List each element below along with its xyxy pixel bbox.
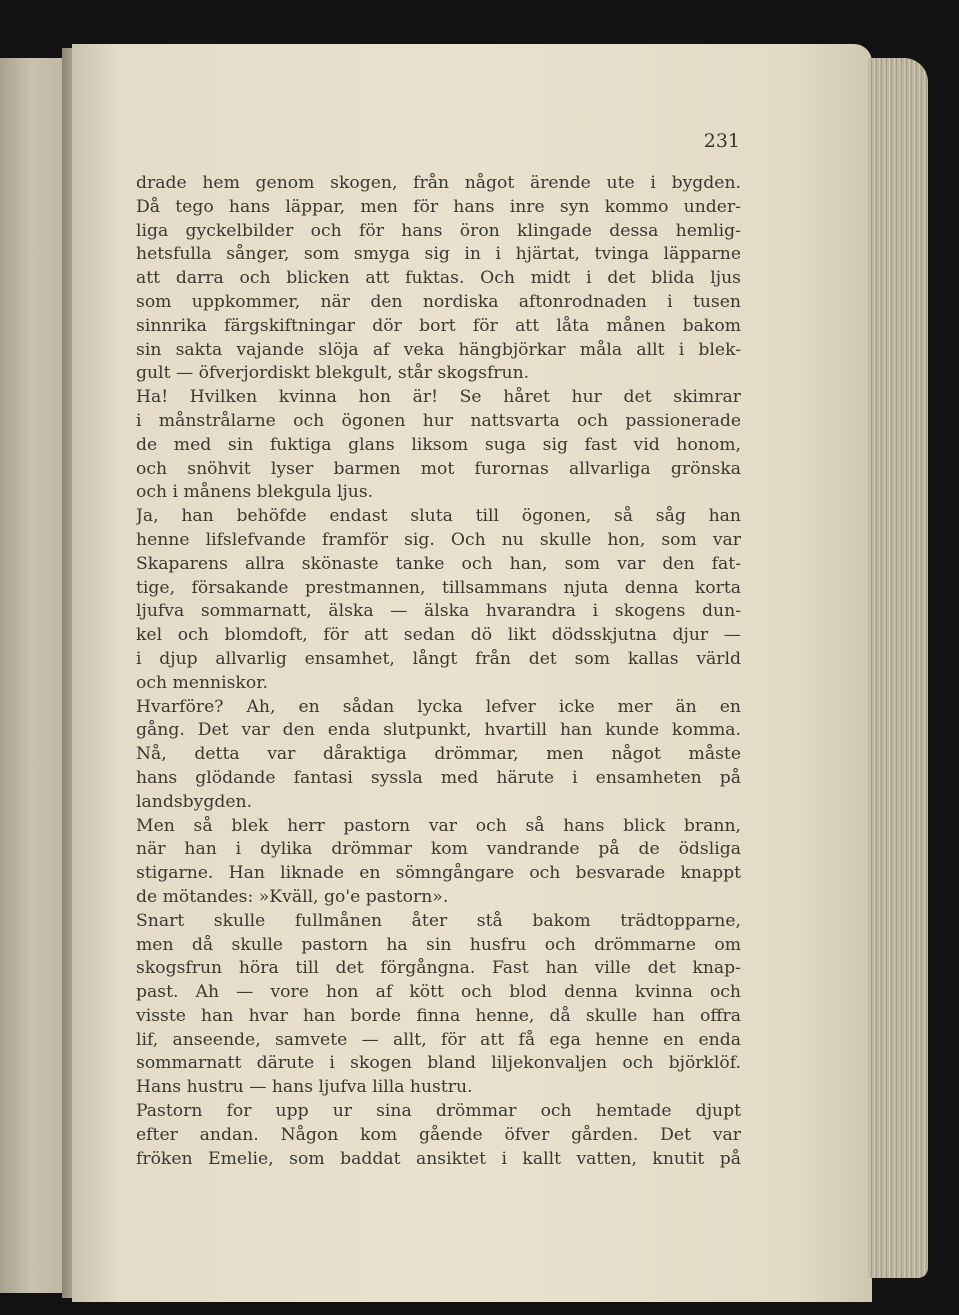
text-line: Men så blek herr pastorn var och så hans blick brann,: [136, 815, 741, 836]
text-line: past. Ah — vore hon af kött och blod denna kvinna och: [136, 982, 741, 1003]
text-line: sinnrika färgskiftningar dör bort för att låta månen bakom: [136, 315, 741, 336]
text-line: tige, försakande prestmannen, tillsammans njuta denna korta: [136, 577, 741, 598]
text-line: sin sakta vajande slöja af veka hängbjörkar måla allt i blek-: [136, 339, 741, 360]
page-number: 231: [703, 130, 740, 152]
text-line: Nå, detta var dåraktiga drömmar, men något måste: [136, 744, 741, 765]
text-line: lif, anseende, samvete — allt, för att få ega henne en enda: [136, 1029, 741, 1050]
text-line: drade hem genom skogen, från något ärende ute i bygden.: [136, 173, 741, 193]
page-edges: [868, 58, 928, 1278]
text-line: Ja, han behöfde endast sluta till ögonen, så såg han: [136, 506, 741, 527]
text-line: de mötandes: »Kväll, go'e pastorn».: [136, 886, 449, 907]
text-line: hetsfulla sånger, som smyga sig in i hjärtat, tvinga läpparne: [136, 244, 741, 265]
text-line: Snart skulle fullmånen åter stå bakom trädtopparne,: [136, 910, 741, 931]
text-line: Pastorn for upp ur sina drömmar och hemtade djupt: [136, 1101, 741, 1122]
text-line: när han i dylika drömmar kom vandrande på de ödsliga: [136, 839, 741, 860]
text-line: i månstrålarne och ögonen hur nattsvarta och passionerade: [136, 410, 741, 431]
text-line: gult — öfverjordiskt blekgult, står skogsfrun.: [136, 363, 530, 384]
text-line: Då tego hans läppar, men för hans inre syn kommo under-: [136, 196, 741, 217]
text-line: och snöhvit lyser barmen mot furornas allvarliga grönska: [136, 458, 741, 479]
text-line: i djup allvarlig ensamhet, långt från det som kallas värld: [136, 648, 741, 669]
text-line: Skaparens allra skönaste tanke och han, som var den fat-: [136, 553, 741, 574]
text-line: och menniskor.: [136, 672, 268, 693]
text-line: de med sin fuktiga glans liksom suga sig fast vid honom,: [136, 434, 741, 455]
text-line: visste han hvar han borde finna henne, då skulle han offra: [136, 1005, 741, 1026]
text-line: som uppkommer, när den nordiska aftonrodnaden i tusen: [136, 291, 741, 312]
text-line: att darra och blicken att fuktas. Och midt i det blida ljus: [136, 268, 741, 289]
text-line: ljufva sommarnatt, älska — älska hvarandra i skogens dun-: [136, 601, 741, 622]
left-page-edge: [0, 58, 70, 1293]
text-line: efter andan. Någon kom gående öfver gården. Det var: [136, 1124, 741, 1145]
text-line: skogsfrun höra till det förgångna. Fast han ville det knap-: [136, 958, 741, 979]
text-line: Ha! Hvilken kvinna hon är! Se håret hur det skimrar: [136, 387, 741, 408]
text-line: henne lifslefvande framför sig. Och nu skulle hon, som var: [136, 529, 741, 550]
text-line: Hans hustru — hans ljufva lilla hustru.: [136, 1077, 473, 1098]
text-line: kel och blomdoft, för att sedan dö likt dödsskjutna djur —: [136, 625, 741, 646]
text-line: sommarnatt därute i skogen bland liljekonvaljen och björklöf.: [136, 1053, 741, 1074]
text-line: men då skulle pastorn ha sin husfru och drömmarne om: [136, 934, 741, 955]
text-line: Hvarföre? Ah, en sådan lycka lefver icke mer än en: [136, 696, 741, 717]
text-line: och i månens blekgula ljus.: [136, 482, 374, 503]
text-line: landsbygden.: [136, 791, 253, 812]
text-line: fröken Emelie, som baddat ansiktet i kallt vatten, knutit på: [136, 1148, 741, 1169]
body-text: [136, 172, 741, 1171]
text-line: liga gyckelbilder och för hans öron klingade dessa hemlig-: [136, 220, 741, 241]
text-line: hans glödande fantasi syssla med härute i ensamheten på: [136, 767, 741, 788]
text-line: gång. Det var den enda slutpunkt, hvartill han kunde komma.: [136, 720, 741, 741]
text-line: stigarne. Han liknade en sömngångare och besvarade knappt: [136, 863, 741, 884]
